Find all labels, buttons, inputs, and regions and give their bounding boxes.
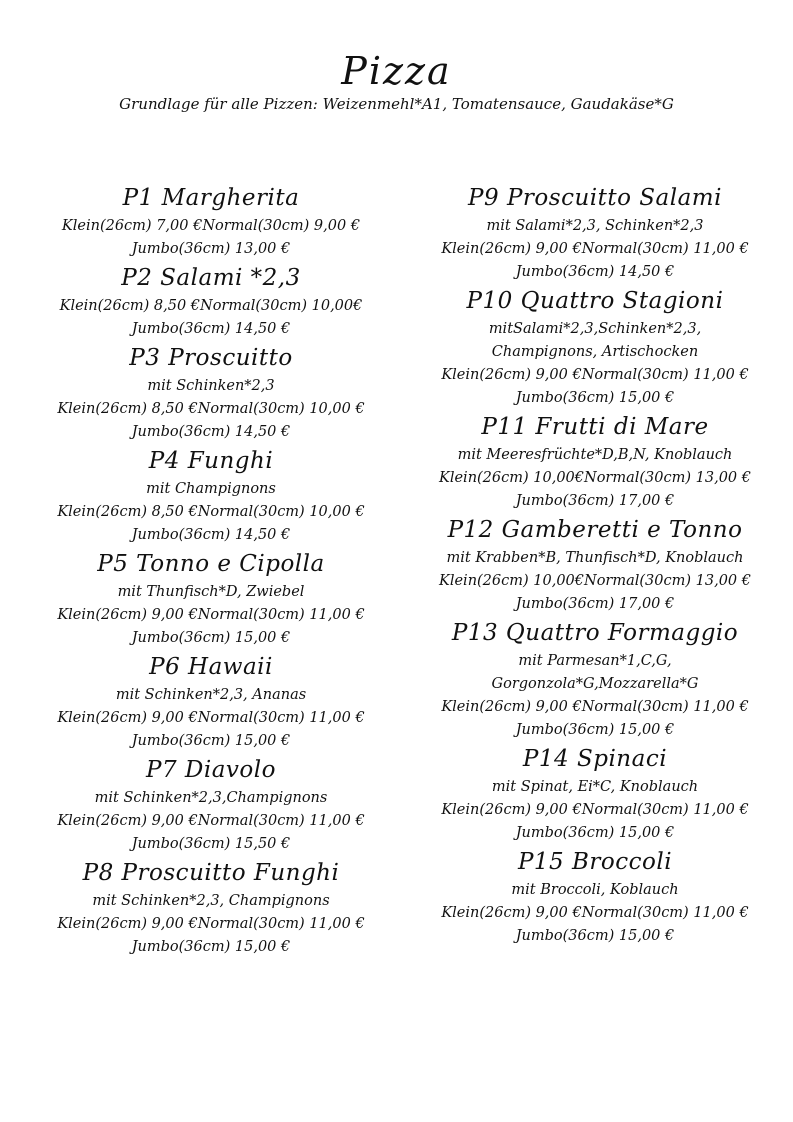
menu-item-price: Klein(26cm) 9,00 €Normal(30cm) 11,00 € (441, 241, 749, 257)
menu-item-description: Gorgonzola*G,Mozzarella*G (491, 676, 699, 692)
menu-item (51, 547, 371, 650)
menu-item-price: Jumbo(36cm) 14,50 € (131, 527, 291, 543)
menu-item-price: Klein(26cm) 9,00 €Normal(30cm) 11,00 € (441, 905, 749, 921)
menu-item-name: P13 Quattro Formaggio (451, 620, 739, 646)
menu-item-name: P12 Gamberetti e Tonno (447, 517, 743, 543)
menu-item-price: Jumbo(36cm) 15,00 € (515, 722, 675, 738)
menu-item-price: Jumbo(36cm) 17,00 € (515, 596, 675, 612)
menu-column-left (51, 181, 371, 959)
menu-item-name: P9 Proscuitto Salami (468, 185, 722, 211)
menu-item-description: mit Parmesan*1,C,G, (518, 653, 672, 669)
menu-item-price: Jumbo(36cm) 15,00 € (515, 390, 675, 406)
menu-item-price: Jumbo(36cm) 13,00 € (131, 241, 291, 257)
menu-item-name: P5 Tonno e Cipolla (97, 551, 325, 577)
menu-item-name: P6 Hawaii (149, 654, 273, 680)
menu-item-price: Jumbo(36cm) 15,00 € (131, 939, 291, 955)
menu-item-price: Klein(26cm) 9,00 €Normal(30cm) 11,00 € (441, 367, 749, 383)
menu-item (433, 284, 757, 410)
menu-item-price: Klein(26cm) 10,00€Normal(30cm) 13,00 € (439, 470, 751, 486)
menu-item (433, 616, 757, 742)
menu-item-name: P10 Quattro Stagioni (466, 288, 724, 314)
menu-item (51, 444, 371, 547)
menu-item-price: Klein(26cm) 10,00€Normal(30cm) 13,00 € (439, 573, 751, 589)
menu-item-name: P3 Proscuitto (129, 345, 293, 371)
menu-item (51, 261, 371, 341)
menu-item-name: P7 Diavolo (146, 757, 276, 783)
menu-item-price: Klein(26cm) 9,00 €Normal(30cm) 11,00 € (57, 813, 365, 829)
menu-item-name: P2 Salami *2,3 (121, 265, 301, 291)
menu-item-price: Klein(26cm) 9,00 €Normal(30cm) 11,00 € (441, 699, 749, 715)
menu-item-description: mitSalami*2,3,Schinken*2,3, (488, 321, 702, 337)
menu-item (433, 845, 757, 948)
menu-item-description: mit Schinken*2,3 (147, 378, 275, 394)
menu-item-price: Klein(26cm) 7,00 €Normal(30cm) 9,00 € (61, 218, 361, 234)
menu-item-price: Klein(26cm) 9,00 €Normal(30cm) 11,00 € (441, 802, 749, 818)
menu-item-price: Klein(26cm) 8,50 €Normal(30cm) 10,00 € (57, 504, 365, 520)
menu-item-name: P11 Frutti di Mare (481, 414, 709, 440)
menu-item-description: mit Schinken*2,3, Champignons (92, 893, 330, 909)
menu-item (433, 742, 757, 845)
menu-item-price: Jumbo(36cm) 17,00 € (515, 493, 675, 509)
menu-item-description: mit Salami*2,3, Schinken*2,3 (486, 218, 704, 234)
menu-item-price: Jumbo(36cm) 14,50 € (515, 264, 675, 280)
menu-item-price: Klein(26cm) 9,00 €Normal(30cm) 11,00 € (57, 710, 365, 726)
menu-item (51, 753, 371, 856)
menu-item-name: P1 Margherita (122, 185, 300, 211)
menu-item (51, 856, 371, 959)
menu-item-price: Jumbo(36cm) 15,50 € (131, 836, 291, 852)
menu-item-description: mit Thunfisch*D, Zwiebel (117, 584, 305, 600)
menu-item-description: mit Krabben*B, Thunfisch*D, Knoblauch (446, 550, 744, 566)
menu-item-description: Champignons, Artischocken (491, 344, 699, 360)
menu-item-price: Klein(26cm) 8,50 €Normal(30cm) 10,00 € (57, 401, 365, 417)
menu-item-description: mit Champignons (146, 481, 276, 497)
menu-item (51, 341, 371, 444)
menu-item-name: P15 Broccoli (517, 849, 673, 875)
menu-item-price: Jumbo(36cm) 14,50 € (131, 424, 291, 440)
page-title: Pizza (341, 49, 452, 93)
page-subtitle: Grundlage für alle Pizzen: Weizenmehl*A1, Tomatensauce, Gaudakäse*G (119, 95, 674, 113)
menu-item-price: Klein(26cm) 9,00 €Normal(30cm) 11,00 € (57, 916, 365, 932)
menu-item-name: P4 Funghi (148, 448, 274, 474)
menu-item-price: Jumbo(36cm) 15,00 € (131, 630, 291, 646)
menu-item-description: mit Broccoli, Koblauch (511, 882, 679, 898)
menu-item-price: Klein(26cm) 8,50 €Normal(30cm) 10,00€ (59, 298, 363, 314)
menu-item-description: mit Spinat, Ei*C, Knoblauch (491, 779, 699, 795)
menu-item-description: mit Schinken*2,3,Champignons (94, 790, 328, 806)
menu-item (51, 650, 371, 753)
menu-item-price: Jumbo(36cm) 15,00 € (131, 733, 291, 749)
menu-item-description: mit Meeresfrüchte*D,B,N, Knoblauch (457, 447, 733, 463)
menu-column-right (433, 181, 757, 948)
menu-item (433, 410, 757, 513)
menu-header (0, 48, 793, 114)
menu-item-name: P14 Spinaci (522, 746, 668, 772)
menu-item-price: Jumbo(36cm) 15,00 € (515, 825, 675, 841)
menu-item-price: Jumbo(36cm) 15,00 € (515, 928, 675, 944)
menu-item-price: Jumbo(36cm) 14,50 € (131, 321, 291, 337)
menu-item (433, 181, 757, 284)
menu-item-name: P8 Proscuitto Funghi (82, 860, 340, 886)
menu-item-price: Klein(26cm) 9,00 €Normal(30cm) 11,00 € (57, 607, 365, 623)
menu-item-description: mit Schinken*2,3, Ananas (115, 687, 307, 703)
menu-item (51, 181, 371, 261)
menu-item (433, 513, 757, 616)
